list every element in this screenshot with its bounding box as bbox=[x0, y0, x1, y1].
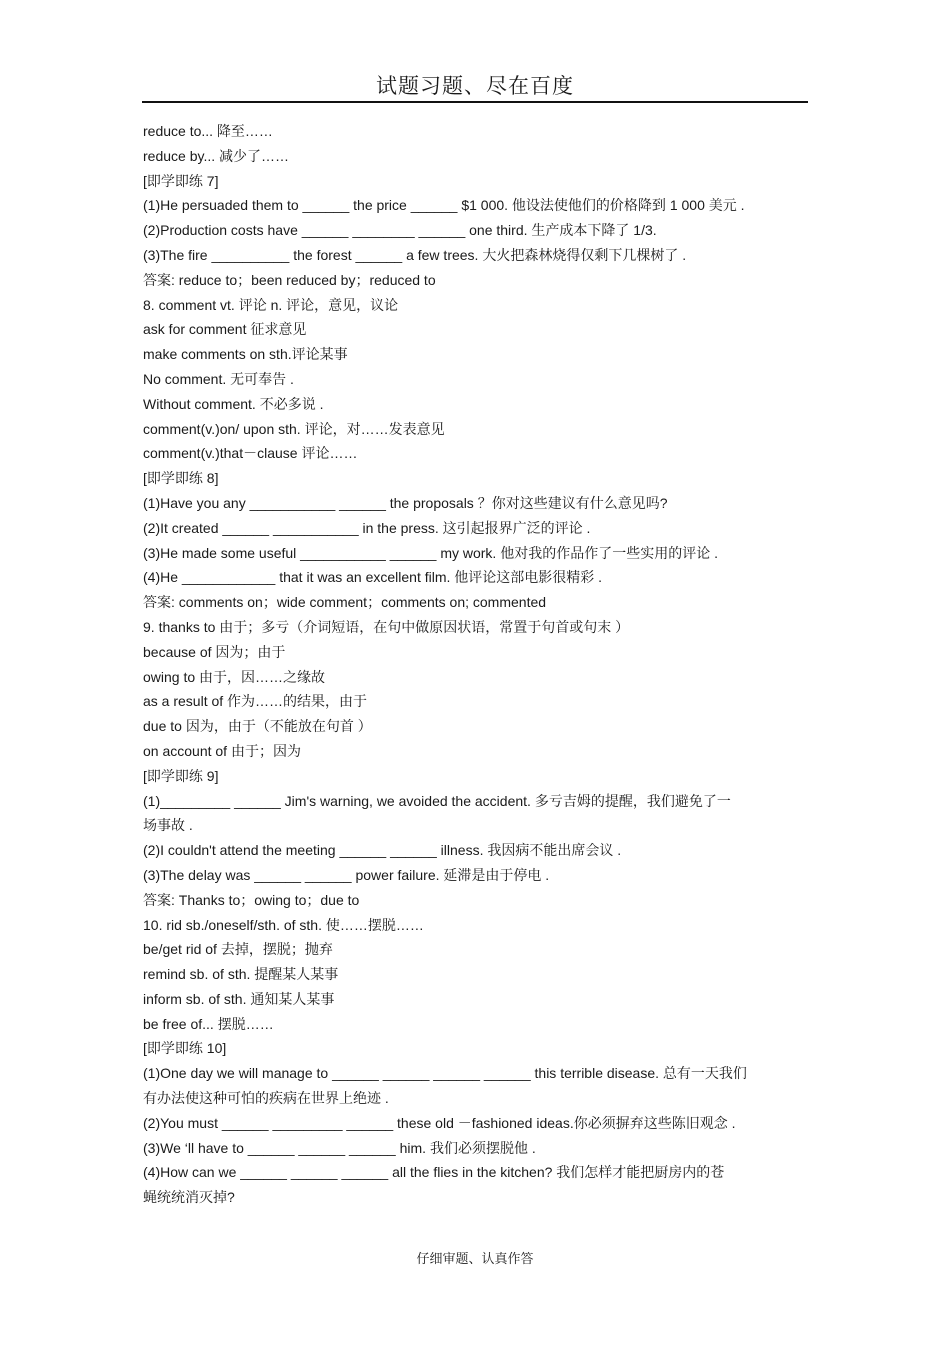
text-line: 答案: reduce to；been reduced by；reduced to bbox=[143, 271, 436, 288]
text-line: 蝇统统消灭掉? bbox=[143, 1189, 235, 1206]
text-line: 有办法使这种可怕的疾病在世界上绝迹 . bbox=[143, 1090, 389, 1107]
text-line: (3)The delay was ______ ______ power failure. 延滞是由于停电 . bbox=[143, 866, 550, 883]
text-line: be free of... 摆脱…… bbox=[143, 1015, 274, 1032]
text-line: (4)He ____________ that it was an excellent film. 他评论这部电影很精彩 . bbox=[143, 569, 603, 586]
text-line: owing to 由于，因……之缘故 bbox=[143, 668, 326, 685]
text-line: (1)Have you any ___________ ______ the proposals ？你对这些建议有什么意见吗? bbox=[143, 494, 668, 511]
text-line: 答案: comments on；wide comment；comments on; commented bbox=[143, 594, 547, 611]
text-line: [即学即练 8] bbox=[143, 470, 219, 487]
text-line: (3)He made some useful ___________ ______ my work. 他对我的作品作了一些实用的评论 . bbox=[143, 544, 718, 561]
text-line: be/get rid of 去掉，摆脱；抛弃 bbox=[143, 941, 333, 958]
text-line: [即学即练 9] bbox=[143, 767, 219, 784]
text-line: (4)How can we ______ ______ ______ all the flies in the kitchen? 我们怎样才能把厨房内的苍 bbox=[143, 1164, 725, 1181]
text-line: comment(v.)that－clause 评论…… bbox=[143, 445, 358, 462]
text-line: (2)Production costs have ______ ________ ______ one third. 生产成本下降了 1/3. bbox=[143, 222, 657, 239]
text-line: [即学即练 7] bbox=[143, 172, 219, 189]
page-footer: 仔细审题、认真作答 bbox=[416, 1252, 534, 1267]
text-line: on account of 由于；因为 bbox=[143, 742, 301, 759]
text-line: inform sb. of sth. 通知某人某事 bbox=[143, 990, 335, 1007]
text-line: due to 因为，由于（不能放在句首 ） bbox=[143, 718, 372, 735]
text-line: (2)You must ______ _________ ______ these old －fashioned ideas.你必须摒弃这些陈旧观念 . bbox=[143, 1114, 736, 1131]
text-line: (1)One day we will manage to ______ ______ ______ ______ this terrible disease. 总有一天我们 bbox=[143, 1065, 747, 1082]
text-line: 10. rid sb./oneself/sth. of sth. 使……摆脱…… bbox=[143, 916, 424, 933]
text-line: (3)The fire __________ the forest ______ a few trees. 大火把森林烧得仅剩下几棵树了 . bbox=[143, 246, 687, 263]
header-divider bbox=[142, 101, 808, 103]
text-line: 8. comment vt. 评论 n. 评论，意见，议论 bbox=[143, 296, 399, 313]
text-line: (2)I couldn't attend the meeting ______ ______ illness. 我因病不能出席会议 . bbox=[143, 842, 622, 859]
text-line: Without comment. 不必多说 . bbox=[143, 395, 324, 412]
text-line: (2)It created ______ ___________ in the press. 这引起报界广泛的评论 . bbox=[143, 519, 591, 536]
text-line: because of 因为；由于 bbox=[143, 643, 286, 660]
text-line: comment(v.)on/ upon sth. 评论，对……发表意见 bbox=[143, 420, 445, 437]
text-line: (3)We ‘ll have to ______ ______ ______ him. 我们必须摆脱他 . bbox=[143, 1139, 536, 1156]
text-line: No comment. 无可奉告 . bbox=[143, 370, 294, 387]
document-body bbox=[143, 119, 808, 1210]
text-line: as a result of 作为……的结果，由于 bbox=[143, 693, 368, 710]
text-line: remind sb. of sth. 提醒某人某事 bbox=[143, 966, 339, 983]
text-line: reduce to... 降至…… bbox=[143, 123, 273, 139]
text-line: ask for comment 征求意见 bbox=[143, 321, 307, 338]
text-line: make comments on sth.评论某事 bbox=[143, 346, 348, 363]
page-header-title: 试题习题、尽在百度 bbox=[376, 74, 574, 98]
text-line: reduce by... 减少了…… bbox=[143, 147, 290, 164]
text-line: 答案: Thanks to；owing to；due to bbox=[143, 891, 360, 908]
text-line: (1)He persuaded them to ______ the price ______ $1 000. 他设法使他们的价格降到 1 000 美元 . bbox=[143, 197, 745, 214]
text-line: [即学即练 10] bbox=[143, 1040, 227, 1057]
text-line: (1)_________ ______ Jim's warning, we avoided the accident. 多亏吉姆的提醒，我们避免了一 bbox=[143, 792, 731, 809]
text-line: 9. thanks to 由于；多亏（介词短语，在句中做原因状语，常置于句首或句末 ） bbox=[143, 618, 630, 635]
text-line: 场事故 . bbox=[143, 817, 193, 834]
